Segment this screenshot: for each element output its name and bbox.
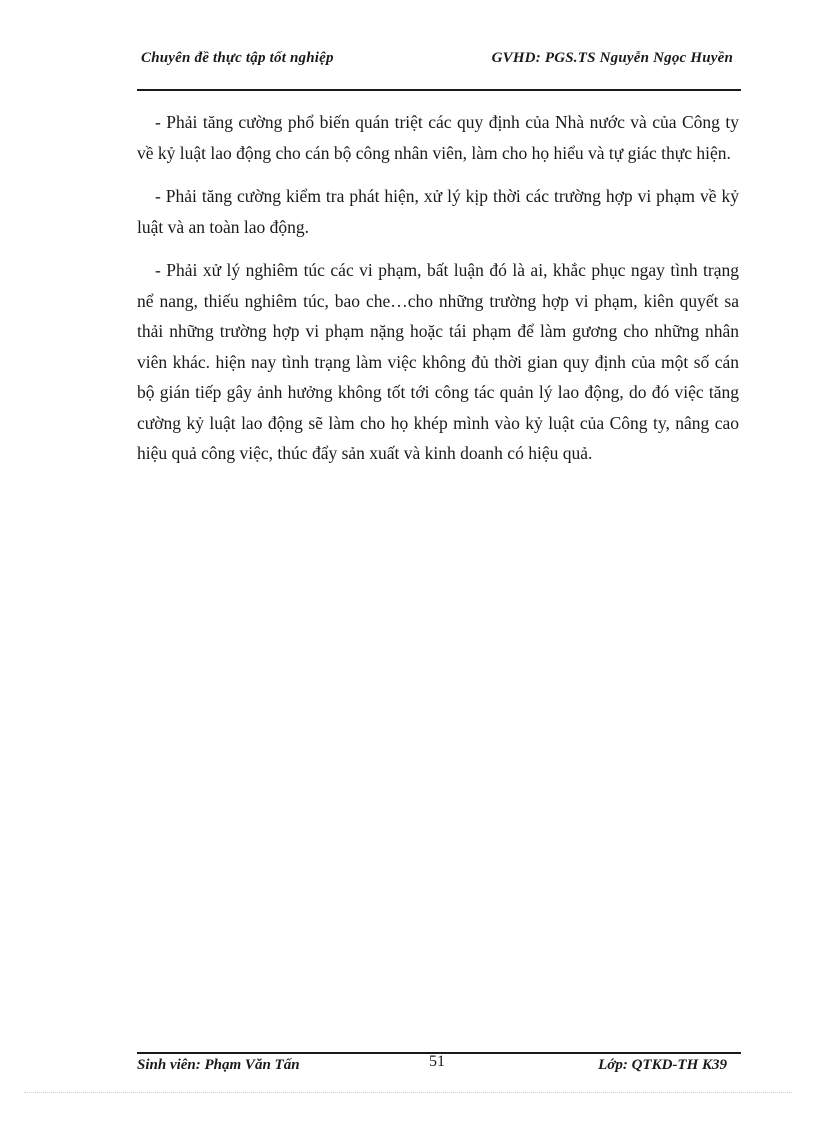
header-divider bbox=[137, 89, 741, 91]
paragraph-1: - Phải tăng cường phổ biến quán triệt các quy định của Nhà nước và của Công ty về kỷ luật lao động cho cán bộ công nhân viên, làm cho họ hiểu và tự giác thực hiện. bbox=[137, 112, 739, 163]
header-document-title: Chuyên đề thực tập tốt nghiệp bbox=[141, 50, 334, 66]
header-supervisor: GVHD: PGS.TS Nguyễn Ngọc Huyền bbox=[491, 50, 733, 66]
paragraph-2: - Phải tăng cường kiểm tra phát hiện, xử lý kịp thời các trường hợp vi phạm về kỷ luật và an toàn lao động. bbox=[137, 186, 739, 237]
bottom-dotted-line bbox=[24, 1092, 792, 1093]
footer-student: Sinh viên: Phạm Văn Tấn bbox=[137, 1057, 300, 1073]
page-footer bbox=[137, 1055, 741, 1079]
footer-class: Lớp: QTKD-TH K39 bbox=[598, 1057, 727, 1073]
document-body bbox=[137, 107, 739, 482]
paragraph-3: - Phải xử lý nghiêm túc các vi phạm, bất luận đó là ai, khắc phục ngay tình trạng nể nang, thiếu nghiêm túc, bao che…cho những trường hợp vi phạm, kiên quyết sa thải những trường hợp vi phạm nặng hoặc tái phạm để làm gương cho những nhân viên khác. hiện nay tình trạng làm việc không đủ thời gian quy định của một số cán bộ gián tiếp gây ảnh hưởng không tốt tới công tác quản lý lao động, do đó việc tăng cường kỷ luật lao động sẽ làm cho họ khép mình vào kỷ luật của Công ty, nâng cao hiệu quả công việc, thúc đẩy sản xuất và kinh doanh có hiệu quả. bbox=[137, 260, 739, 463]
page-header bbox=[137, 48, 741, 70]
page-number: 51 bbox=[429, 1053, 445, 1070]
